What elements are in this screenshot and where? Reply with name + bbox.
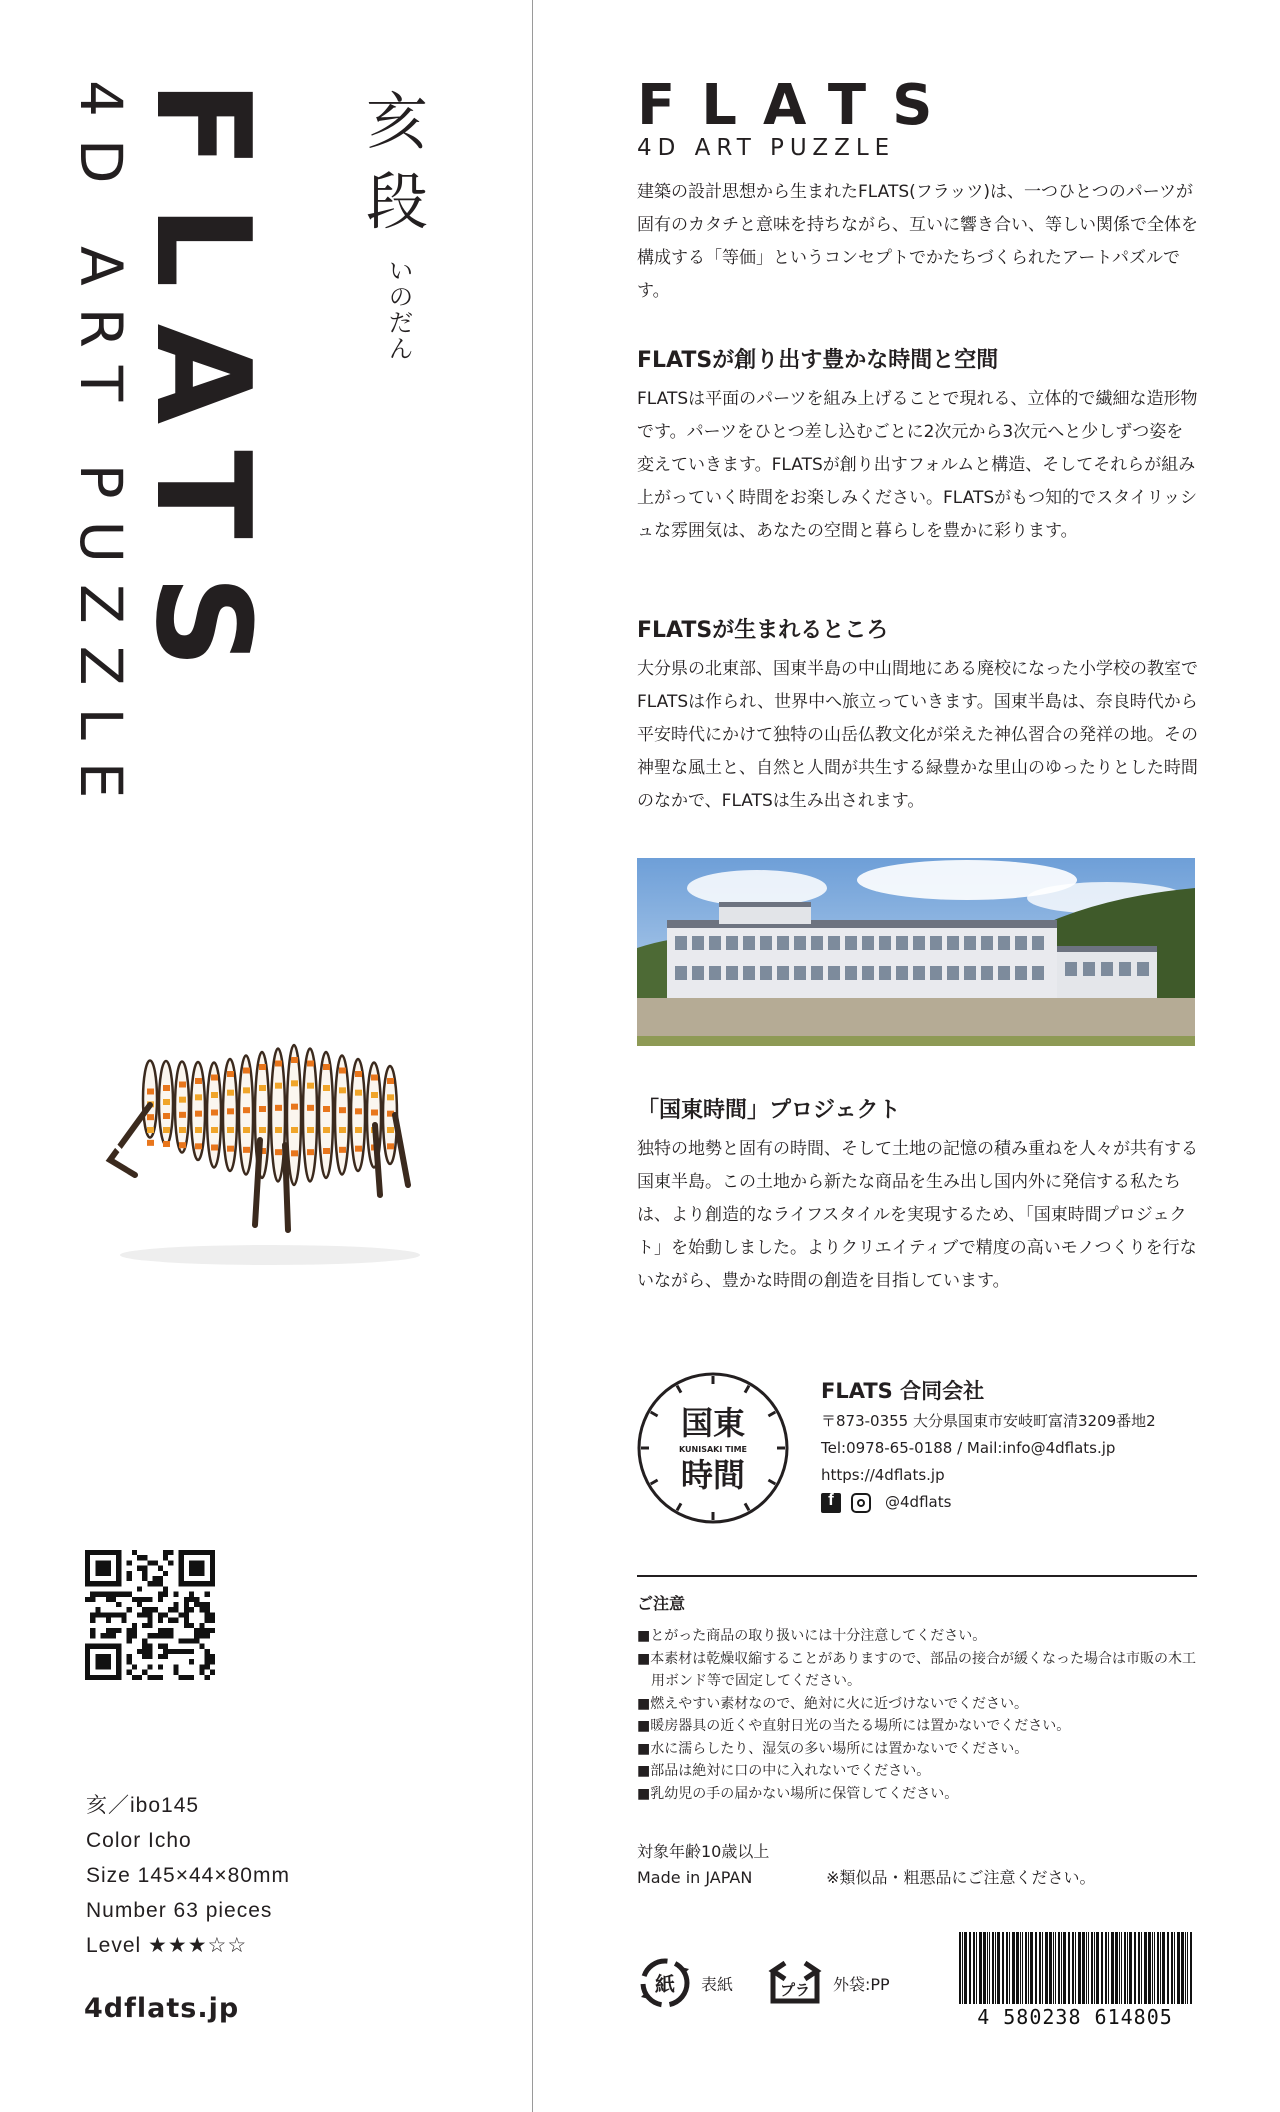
svg-text:紙: 紙 [655, 1972, 675, 1996]
imitation-note: ※類似品・粗悪品にご注意ください。 [826, 1868, 1096, 1887]
right-panel [533, 0, 1280, 2112]
company-url[interactable]: https://4dflats.jp [821, 1466, 945, 1484]
qr-code[interactable] [85, 1550, 215, 1680]
svg-text:プラ: プラ [779, 1981, 811, 1999]
company-info [821, 1374, 1156, 1516]
paper-recycle-icon [637, 1955, 693, 2011]
product-level: Level ★★★☆☆ [86, 1934, 248, 1957]
barcode [955, 1932, 1195, 2028]
target-age: 対象年齢10歳以上 [637, 1842, 770, 1861]
social-handle[interactable]: @4dflats [885, 1493, 952, 1511]
caution-list [637, 1625, 1202, 1805]
product-reading: いのだん [389, 257, 413, 363]
social-links [821, 1489, 1156, 1516]
caution-item: ■部品は絶対に口の中に入れないでください。 [637, 1763, 931, 1779]
vertical-title: FLATS [127, 80, 279, 705]
caution-item: ■とがった商品の取り扱いには十分注意してください。 [637, 1628, 987, 1644]
left-panel [0, 0, 532, 2112]
product-color: Color Icho [86, 1829, 192, 1852]
section-heading: 「国東時間」プロジェクト [637, 1098, 901, 1123]
product-specs [86, 1788, 290, 1963]
caution-divider [637, 1575, 1197, 1577]
website-link[interactable]: 4dflats.jp [84, 1993, 240, 2024]
caution-item: ■本素材は乾燥収縮することがありますので、部品の接合が緩くなった場合は市販の木工用ボンド等で固定してください。 [637, 1650, 1196, 1689]
stamp-middle-text: KUNISAKI TIME [679, 1445, 747, 1454]
section-body: FLATSは平面のパーツを組み上げることで現れる、立体的で繊細な造形物です。パーツをひとつ差し込むごとに2次元から3次元へと少しずつ姿を変えていきます。FLATSが創り出すフォルムと構造、そしてそれらが組み上がっていく時間をお楽しみください。FLATSがもつ知的でスタイリッシュな雰囲気は、あなたの空間と暮らしを豊かに彩ります。 [637, 389, 1198, 541]
company-address: 〒873-0355 大分県国東市安岐町富清3209番地2 [821, 1412, 1156, 1430]
made-in-row [637, 1866, 1096, 1890]
facebook-icon[interactable]: f [821, 1493, 841, 1513]
plastic-recycle-icon [765, 1955, 825, 2011]
paper-recycle-label: 表紙 [701, 1974, 734, 1994]
vertical-subtitle: 4D ART PUZZLE [67, 80, 135, 821]
made-in: Made in JAPAN [637, 1868, 753, 1887]
caution-item: ■暖房器具の近くや直射日光の当たる場所には置かないでください。 [637, 1718, 1071, 1734]
caution-title: ご注意 [637, 1594, 686, 1613]
plastic-recycle-label: 外袋:PP [833, 1974, 890, 1994]
caution-item: ■燃えやすい素材なので、絶対に火に近づけないでください。 [637, 1695, 1028, 1712]
stamp-bottom-text: 時間 [680, 1456, 746, 1494]
plastic-recycle-mark [765, 1955, 890, 2011]
flats-logo-subtitle: 4D ART PUZZLE [637, 135, 896, 161]
paper-recycle-mark [637, 1955, 733, 2011]
intro-paragraph: 建築の設計思想から生まれたFLATS(フラッツ)は、一つひとつのパーツが固有のカタチと意味を持ちながら、互いに響き合い、等しい関係で全体を構成する「等価」というコンセプトでかたちづくられたアートパズルです。 [637, 182, 1198, 301]
section-body: 独特の地勢と固有の時間、そして土地の記憶の積み重ねを人々が共有する国東半島。この土地から新たな商品を生み出し国内外に発信する私たちは、より創造的なライフスタイルを実現するため、「国東時間プロジェクト」を始動しました。よりクリエイティブで精度の高いモノつくりを行ないながら、豊かな時間の創造を目指しています。 [637, 1139, 1198, 1291]
section-body: 大分県の北東部、国東半島の中山間地にある廃校になった小学校の教室でFLATSは作られ、世界中へ旅立っていきます。国東半島は、奈良時代から平安時代にかけて独特の山岳仏教文化が栄えた神仏習合の発祥の地。その神聖な風土と、自然と人間が共生する緑豊かな里山のゆったりとした時間のなかで、FLATSは生み出されます。 [637, 659, 1198, 811]
caution-item: ■水に濡らしたり、湿気の多い場所には置かないでください。 [637, 1740, 1029, 1757]
stamp-top-text: 国東 [680, 1404, 746, 1442]
company-contact[interactable]: Tel:0978-65-0188 / Mail:info@4dflats.jp [821, 1439, 1116, 1457]
caution-item: ■乳幼児の手の届かない場所に保管してください。 [637, 1785, 959, 1802]
product-name: 亥段 [365, 85, 428, 238]
boar-puzzle-image [90, 965, 450, 1275]
barcode-number: 4 580238 614805 [977, 2005, 1173, 2028]
kunisaki-time-logo [635, 1370, 791, 1526]
flats-logo: FLATS [637, 73, 959, 138]
instagram-icon[interactable] [851, 1493, 871, 1513]
school-building-photo [637, 858, 1195, 1046]
section-heading: FLATSが生まれるところ [637, 618, 889, 643]
product-pieces: Number 63 pieces [86, 1899, 273, 1922]
company-name: FLATS 合同会社 [821, 1379, 985, 1403]
product-code: 亥／ibo145 [86, 1794, 200, 1817]
product-size: Size 145×44×80mm [86, 1864, 290, 1887]
section-heading: FLATSが創り出す豊かな時間と空間 [637, 348, 999, 373]
